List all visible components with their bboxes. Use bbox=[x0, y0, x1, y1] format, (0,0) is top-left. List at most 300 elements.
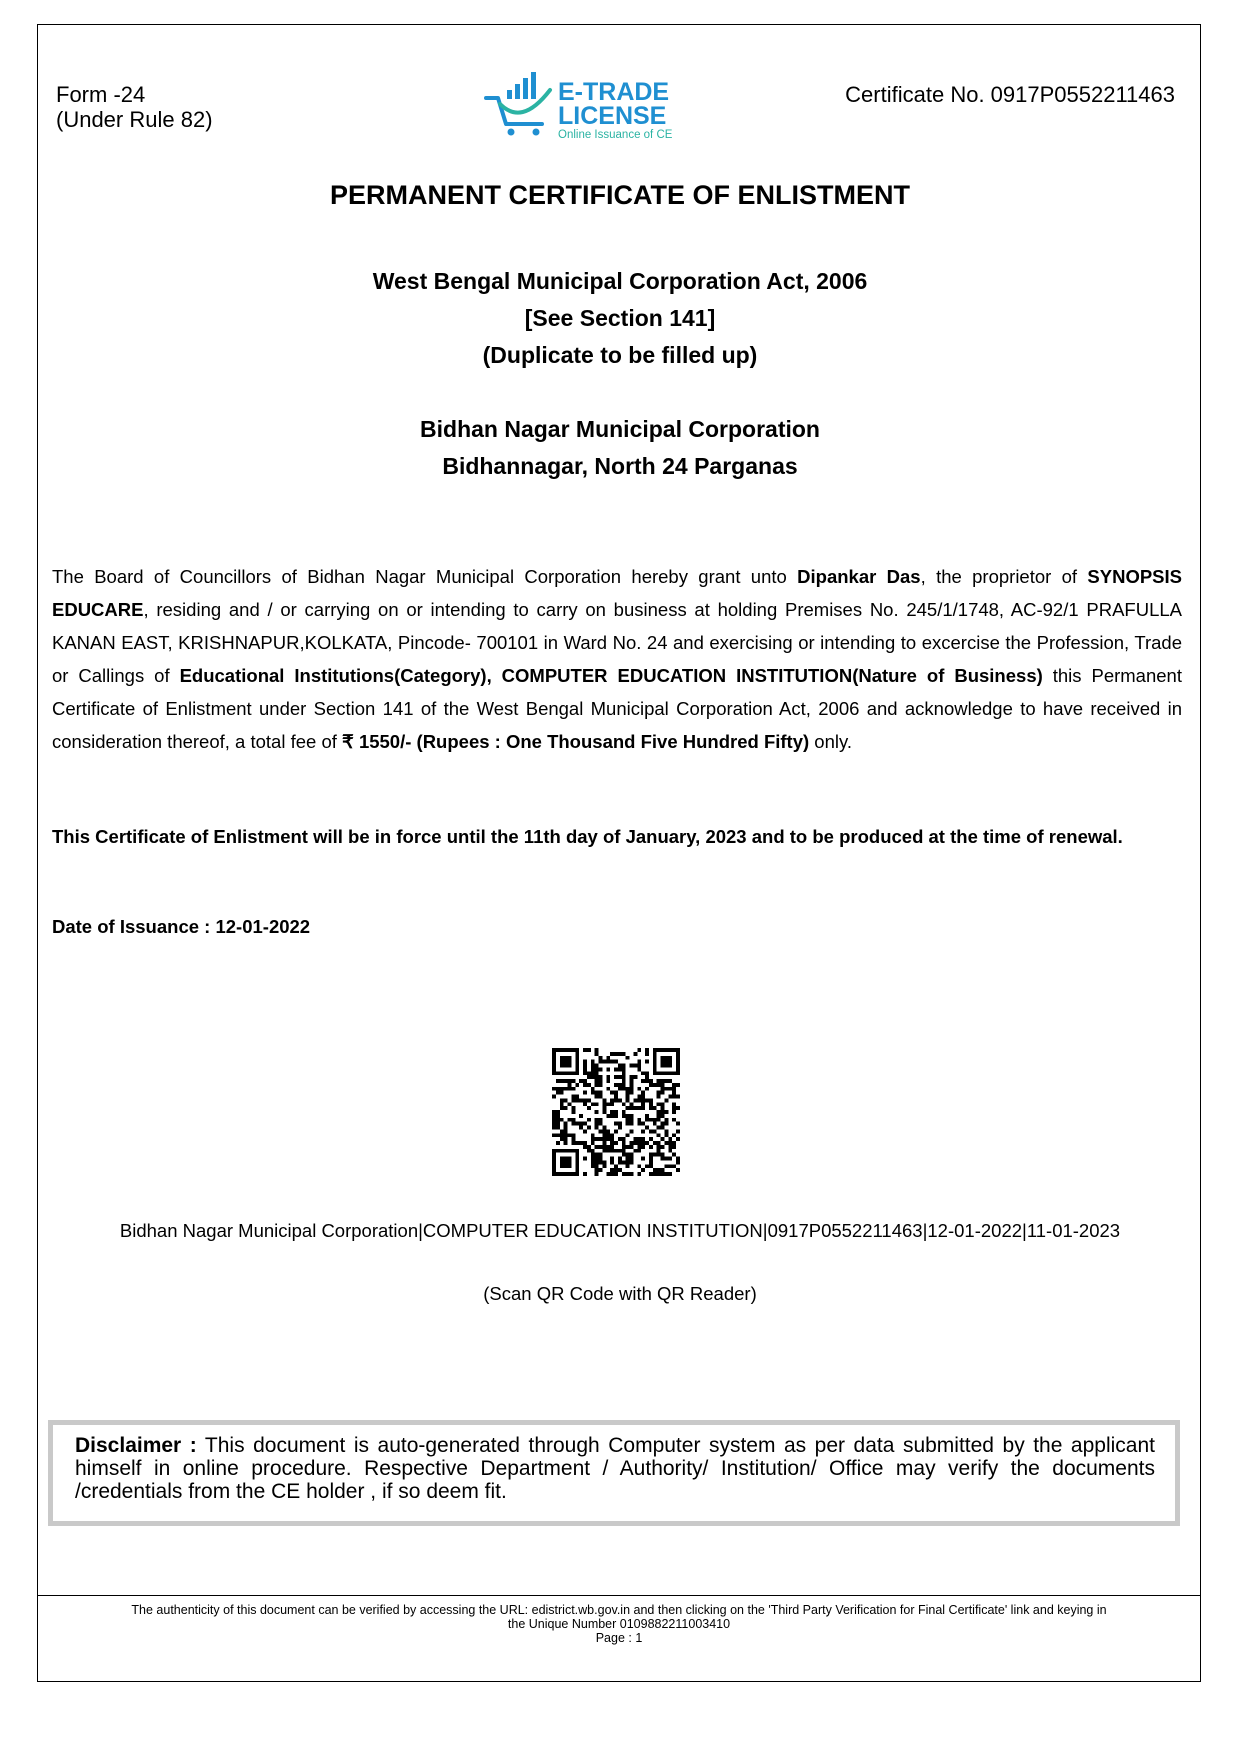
qr-module bbox=[564, 1087, 568, 1091]
qr-module bbox=[560, 1106, 564, 1110]
qr-module bbox=[595, 1118, 599, 1122]
qr-module bbox=[575, 1052, 579, 1056]
act-line-1: West Bengal Municipal Corporation Act, 2006 bbox=[372, 268, 868, 294]
qr-module bbox=[610, 1114, 614, 1118]
qr-module bbox=[676, 1160, 680, 1164]
qr-module bbox=[676, 1048, 680, 1052]
qr-module bbox=[602, 1126, 606, 1130]
act-heading bbox=[0, 263, 1240, 374]
qr-module bbox=[587, 1126, 591, 1130]
qr-module bbox=[645, 1114, 649, 1118]
cart-icon bbox=[486, 72, 550, 136]
qr-module bbox=[591, 1071, 595, 1075]
qr-module bbox=[618, 1149, 622, 1153]
qr-module bbox=[614, 1075, 618, 1079]
qr-module bbox=[657, 1114, 661, 1118]
qr-module bbox=[564, 1098, 568, 1102]
qr-module bbox=[606, 1075, 610, 1079]
qr-module bbox=[552, 1149, 556, 1153]
qr-module bbox=[672, 1083, 676, 1087]
qr-module bbox=[672, 1110, 676, 1114]
qr-module bbox=[606, 1060, 610, 1064]
qr-module bbox=[587, 1118, 591, 1122]
qr-module bbox=[645, 1164, 649, 1168]
qr-module bbox=[606, 1079, 610, 1083]
footer-divider bbox=[37, 1595, 1201, 1596]
qr-module bbox=[599, 1083, 603, 1087]
qr-module bbox=[668, 1149, 672, 1153]
qr-module bbox=[583, 1157, 587, 1161]
qr-module bbox=[571, 1071, 575, 1075]
qr-module bbox=[664, 1110, 668, 1114]
qr-module bbox=[560, 1160, 564, 1164]
qr-module bbox=[606, 1067, 610, 1071]
qr-module bbox=[614, 1095, 618, 1099]
qr-module bbox=[657, 1071, 661, 1075]
qr-module bbox=[661, 1087, 665, 1091]
qr-module bbox=[560, 1098, 564, 1102]
qr-module bbox=[676, 1129, 680, 1133]
qr-module bbox=[614, 1052, 618, 1056]
qr-module bbox=[657, 1079, 661, 1083]
logo-tagline: Online Issuance of CE bbox=[558, 129, 673, 141]
qr-module bbox=[626, 1157, 630, 1161]
body-part-2: , the proprietor of bbox=[920, 566, 1088, 587]
qr-module bbox=[649, 1098, 653, 1102]
qr-module bbox=[676, 1157, 680, 1161]
qr-module bbox=[622, 1075, 626, 1079]
qr-module bbox=[560, 1137, 564, 1141]
qr-module bbox=[676, 1137, 680, 1141]
qr-module bbox=[622, 1145, 626, 1149]
qr-module bbox=[564, 1141, 568, 1145]
qr-module bbox=[556, 1172, 560, 1176]
qr-module bbox=[587, 1145, 591, 1149]
qr-module bbox=[664, 1172, 668, 1176]
qr-module bbox=[626, 1098, 630, 1102]
qr-module bbox=[622, 1141, 626, 1145]
e-trade-license-logo bbox=[484, 72, 684, 148]
qr-module bbox=[633, 1064, 637, 1068]
qr-module bbox=[568, 1160, 572, 1164]
qr-module bbox=[626, 1106, 630, 1110]
qr-module bbox=[664, 1048, 668, 1052]
qr-module bbox=[637, 1137, 641, 1141]
qr-module bbox=[614, 1083, 618, 1087]
qr-module bbox=[664, 1157, 668, 1161]
qr-module bbox=[587, 1149, 591, 1153]
qr-module bbox=[564, 1071, 568, 1075]
qr-module bbox=[630, 1141, 634, 1145]
qr-module bbox=[645, 1118, 649, 1122]
qr-module bbox=[645, 1087, 649, 1091]
qr-module bbox=[618, 1075, 622, 1079]
qr-module bbox=[641, 1091, 645, 1095]
qr-module bbox=[595, 1164, 599, 1168]
qr-module bbox=[575, 1164, 579, 1168]
qr-module bbox=[614, 1114, 618, 1118]
qr-module bbox=[591, 1149, 595, 1153]
qr-module bbox=[560, 1091, 564, 1095]
qr-module bbox=[602, 1133, 606, 1137]
qr-module bbox=[571, 1106, 575, 1110]
qr-module bbox=[653, 1106, 657, 1110]
qr-module bbox=[595, 1079, 599, 1083]
qr-module bbox=[568, 1102, 572, 1106]
qr-module bbox=[568, 1083, 572, 1087]
qr-module bbox=[599, 1160, 603, 1164]
qr-module bbox=[564, 1160, 568, 1164]
qr-module bbox=[579, 1126, 583, 1130]
qr-module bbox=[626, 1056, 630, 1060]
qr-module bbox=[595, 1071, 599, 1075]
qr-module bbox=[591, 1133, 595, 1137]
qr-module bbox=[626, 1118, 630, 1122]
qr-module bbox=[568, 1157, 572, 1161]
qr-module bbox=[568, 1118, 572, 1122]
qr-module bbox=[661, 1064, 665, 1068]
qr-module bbox=[606, 1133, 610, 1137]
qr-module bbox=[618, 1160, 622, 1164]
qr-module bbox=[560, 1164, 564, 1168]
qr-module bbox=[556, 1091, 560, 1095]
qr-module bbox=[575, 1098, 579, 1102]
qr-module bbox=[618, 1168, 622, 1172]
qr-module bbox=[672, 1153, 676, 1157]
qr-module bbox=[630, 1083, 634, 1087]
qr-data-text: Bidhan Nagar Municipal Corporation|COMPUTER EDUCATION INSTITUTION|0917P0552211463|12-01-2022|11-01-2023 bbox=[119, 1220, 1121, 1241]
qr-module bbox=[568, 1056, 572, 1060]
qr-module bbox=[661, 1145, 665, 1149]
qr-module bbox=[560, 1133, 564, 1137]
qr-module bbox=[649, 1102, 653, 1106]
qr-module bbox=[579, 1114, 583, 1118]
qr-module bbox=[641, 1141, 645, 1145]
qr-module bbox=[571, 1110, 575, 1114]
qr-module bbox=[568, 1164, 572, 1168]
qr-module bbox=[661, 1137, 665, 1141]
qr-module bbox=[637, 1098, 641, 1102]
footer-line-1: The authenticity of this document can be verified by accessing the URL: edistrict.wb.gov.in and then clicking on the 'Third Party Verification for Final Certificate' link and keying in bbox=[131, 1603, 1107, 1617]
footer bbox=[52, 1603, 1186, 1645]
qr-module bbox=[556, 1149, 560, 1153]
qr-module bbox=[583, 1122, 587, 1126]
qr-module bbox=[552, 1114, 556, 1118]
qr-module bbox=[602, 1164, 606, 1168]
qr-module bbox=[672, 1141, 676, 1145]
qr-module bbox=[599, 1075, 603, 1079]
qr-module bbox=[622, 1149, 626, 1153]
qr-module bbox=[595, 1172, 599, 1176]
qr-module bbox=[645, 1048, 649, 1052]
qr-module bbox=[614, 1168, 618, 1172]
body-part-4: this Permanent Certificate of Enlistment under Section 141 of the West Bengal Municipal Corporation Act, 2006 and acknowledge to have received in consideration thereof, a total fee of bbox=[52, 665, 1182, 752]
qr-module bbox=[657, 1048, 661, 1052]
footer-page-number: Page : 1 bbox=[595, 1631, 643, 1645]
qr-module bbox=[591, 1060, 595, 1064]
qr-module bbox=[564, 1048, 568, 1052]
page-title: PERMANENT CERTIFICATE OF ENLISTMENT bbox=[330, 180, 910, 210]
qr-module bbox=[664, 1087, 668, 1091]
qr-module bbox=[579, 1122, 583, 1126]
qr-module bbox=[614, 1098, 618, 1102]
qr-module bbox=[618, 1122, 622, 1126]
qr-module bbox=[661, 1056, 665, 1060]
qr-module bbox=[614, 1172, 618, 1176]
qr-module bbox=[676, 1083, 680, 1087]
qr-module bbox=[595, 1160, 599, 1164]
qr-module bbox=[668, 1141, 672, 1145]
qr-module bbox=[637, 1164, 641, 1168]
qr-module bbox=[630, 1102, 634, 1106]
qr-module bbox=[606, 1087, 610, 1091]
qr-module bbox=[626, 1095, 630, 1099]
qr-module bbox=[618, 1098, 622, 1102]
qr-module bbox=[664, 1133, 668, 1137]
qr-module bbox=[614, 1060, 618, 1064]
qr-module bbox=[610, 1168, 614, 1172]
qr-module bbox=[664, 1098, 668, 1102]
qr-module bbox=[591, 1091, 595, 1095]
qr-module bbox=[556, 1087, 560, 1091]
qr-module bbox=[571, 1149, 575, 1153]
qr-module bbox=[641, 1137, 645, 1141]
qr-module bbox=[571, 1122, 575, 1126]
qr-module bbox=[618, 1087, 622, 1091]
qr-module bbox=[614, 1122, 618, 1126]
qr-module bbox=[579, 1098, 583, 1102]
qr-module bbox=[556, 1048, 560, 1052]
qr-module bbox=[630, 1160, 634, 1164]
qr-module bbox=[556, 1141, 560, 1145]
qr-module bbox=[653, 1060, 657, 1064]
act-line-3: (Duplicate to be filled up) bbox=[482, 342, 758, 368]
disclaimer-text: This document is auto-generated through Computer system as per data submitted by the applicant himself in online procedure. Respective Department / Authority/ Institution/ Office may verify the documents /credentials from the CE holder , if so deem fit. bbox=[75, 1434, 1155, 1503]
qr-module bbox=[568, 1079, 572, 1083]
qr-module bbox=[552, 1110, 556, 1114]
qr-module bbox=[630, 1145, 634, 1149]
qr-module bbox=[633, 1141, 637, 1145]
qr-module bbox=[575, 1149, 579, 1153]
qr-module bbox=[583, 1071, 587, 1075]
qr-module bbox=[583, 1067, 587, 1071]
qr-module bbox=[579, 1079, 583, 1083]
qr-module bbox=[641, 1079, 645, 1083]
qr-module bbox=[641, 1106, 645, 1110]
qr-module bbox=[571, 1118, 575, 1122]
qr-module bbox=[661, 1114, 665, 1118]
qr-scan-hint: (Scan QR Code with QR Reader) bbox=[483, 1283, 757, 1304]
qr-module bbox=[622, 1160, 626, 1164]
qr-module bbox=[649, 1106, 653, 1110]
qr-module bbox=[618, 1052, 622, 1056]
qr-module bbox=[664, 1064, 668, 1068]
qr-module bbox=[630, 1122, 634, 1126]
qr-module bbox=[672, 1091, 676, 1095]
qr-module bbox=[622, 1083, 626, 1087]
qr-module bbox=[583, 1048, 587, 1052]
qr-module bbox=[568, 1048, 572, 1052]
qr-module bbox=[595, 1095, 599, 1099]
qr-module bbox=[657, 1153, 661, 1157]
qr-module bbox=[560, 1149, 564, 1153]
qr-module bbox=[661, 1172, 665, 1176]
qr-module bbox=[649, 1129, 653, 1133]
qr-module bbox=[630, 1079, 634, 1083]
qr-module bbox=[552, 1118, 556, 1122]
qr-module bbox=[676, 1064, 680, 1068]
qr-module bbox=[606, 1129, 610, 1133]
qr-module bbox=[595, 1168, 599, 1172]
qr-module bbox=[630, 1157, 634, 1161]
qr-module bbox=[595, 1064, 599, 1068]
qr-module bbox=[661, 1079, 665, 1083]
qr-module bbox=[595, 1145, 599, 1149]
qr-module bbox=[575, 1060, 579, 1064]
qr-module bbox=[552, 1071, 556, 1075]
qr-module bbox=[560, 1087, 564, 1091]
qr-module bbox=[564, 1137, 568, 1141]
qr-module bbox=[672, 1133, 676, 1137]
qr-module bbox=[583, 1129, 587, 1133]
qr-module bbox=[645, 1075, 649, 1079]
qr-module bbox=[637, 1145, 641, 1149]
logo-line-1: E-TRADE bbox=[558, 78, 670, 106]
qr-module bbox=[645, 1052, 649, 1056]
qr-module bbox=[672, 1118, 676, 1122]
qr-module bbox=[579, 1141, 583, 1145]
qr-module bbox=[622, 1071, 626, 1075]
qr-module bbox=[564, 1157, 568, 1161]
qr-module bbox=[587, 1075, 591, 1079]
qr-module bbox=[672, 1106, 676, 1110]
qr-module bbox=[560, 1172, 564, 1176]
qr-module bbox=[657, 1141, 661, 1145]
qr-module bbox=[626, 1145, 630, 1149]
qr-module bbox=[653, 1052, 657, 1056]
qr-module bbox=[672, 1095, 676, 1099]
qr-module bbox=[610, 1137, 614, 1141]
qr-module bbox=[602, 1110, 606, 1114]
qr-module bbox=[645, 1071, 649, 1075]
qr-module bbox=[606, 1172, 610, 1176]
qr-module bbox=[657, 1145, 661, 1149]
qr-module bbox=[641, 1102, 645, 1106]
qr-module bbox=[626, 1114, 630, 1118]
qr-module bbox=[661, 1102, 665, 1106]
qr-module bbox=[653, 1064, 657, 1068]
qr-module bbox=[622, 1067, 626, 1071]
qr-module bbox=[668, 1157, 672, 1161]
qr-module bbox=[676, 1060, 680, 1064]
qr-module bbox=[630, 1114, 634, 1118]
qr-module bbox=[630, 1106, 634, 1110]
qr-module bbox=[595, 1110, 599, 1114]
qr-module bbox=[564, 1060, 568, 1064]
qr-module bbox=[676, 1106, 680, 1110]
qr-module bbox=[552, 1056, 556, 1060]
qr-module bbox=[556, 1122, 560, 1126]
qr-module bbox=[583, 1102, 587, 1106]
qr-module bbox=[641, 1122, 645, 1126]
qr-module bbox=[676, 1095, 680, 1099]
corporation-name: Bidhan Nagar Municipal Corporation bbox=[420, 416, 820, 442]
qr-module bbox=[575, 1071, 579, 1075]
qr-module bbox=[595, 1126, 599, 1130]
qr-module bbox=[645, 1098, 649, 1102]
qr-module bbox=[552, 1067, 556, 1071]
qr-module bbox=[626, 1164, 630, 1168]
qr-module bbox=[610, 1052, 614, 1056]
qr-module bbox=[641, 1098, 645, 1102]
qr-module bbox=[641, 1095, 645, 1099]
qr-module bbox=[606, 1056, 610, 1060]
qr-module bbox=[649, 1137, 653, 1141]
qr-module bbox=[568, 1172, 572, 1176]
qr-module bbox=[583, 1064, 587, 1068]
qr-module bbox=[583, 1141, 587, 1145]
qr-module bbox=[587, 1106, 591, 1110]
qr-module bbox=[649, 1160, 653, 1164]
qr-module bbox=[664, 1056, 668, 1060]
qr-module bbox=[633, 1149, 637, 1153]
qr-module bbox=[653, 1122, 657, 1126]
qr-module bbox=[657, 1102, 661, 1106]
qr-module bbox=[606, 1102, 610, 1106]
qr-module bbox=[587, 1048, 591, 1052]
qr-module bbox=[622, 1137, 626, 1141]
qr-module bbox=[583, 1060, 587, 1064]
qr-module bbox=[552, 1095, 556, 1099]
form-number bbox=[56, 82, 213, 132]
qr-module bbox=[672, 1048, 676, 1052]
qr-module bbox=[661, 1157, 665, 1161]
body-part-1: The Board of Councillors of Bidhan Nagar Municipal Corporation hereby grant unto bbox=[52, 566, 798, 587]
qr-module bbox=[637, 1067, 641, 1071]
qr-module bbox=[610, 1149, 614, 1153]
qr-module bbox=[626, 1133, 630, 1137]
qr-module bbox=[595, 1083, 599, 1087]
qr-module bbox=[599, 1168, 603, 1172]
disclaimer-label: Disclaimer : bbox=[75, 1434, 197, 1457]
qr-module bbox=[564, 1129, 568, 1133]
qr-module bbox=[661, 1071, 665, 1075]
qr-module bbox=[668, 1164, 672, 1168]
qr-module bbox=[591, 1075, 595, 1079]
qr-module bbox=[591, 1141, 595, 1145]
qr-module bbox=[602, 1141, 606, 1145]
qr-module bbox=[653, 1067, 657, 1071]
qr-module bbox=[556, 1110, 560, 1114]
qr-module bbox=[618, 1067, 622, 1071]
qr-module bbox=[672, 1164, 676, 1168]
qr-module bbox=[599, 1118, 603, 1122]
qr-module bbox=[591, 1064, 595, 1068]
qr-module bbox=[664, 1122, 668, 1126]
qr-module bbox=[641, 1157, 645, 1161]
qr-module bbox=[657, 1172, 661, 1176]
qr-module bbox=[657, 1118, 661, 1122]
qr-module bbox=[595, 1102, 599, 1106]
qr-module bbox=[614, 1149, 618, 1153]
qr-module bbox=[560, 1060, 564, 1064]
qr-module bbox=[564, 1164, 568, 1168]
qr-module bbox=[645, 1079, 649, 1083]
qr-module bbox=[622, 1110, 626, 1114]
qr-module bbox=[564, 1079, 568, 1083]
certificate-body bbox=[52, 560, 1182, 758]
qr-module bbox=[649, 1083, 653, 1087]
